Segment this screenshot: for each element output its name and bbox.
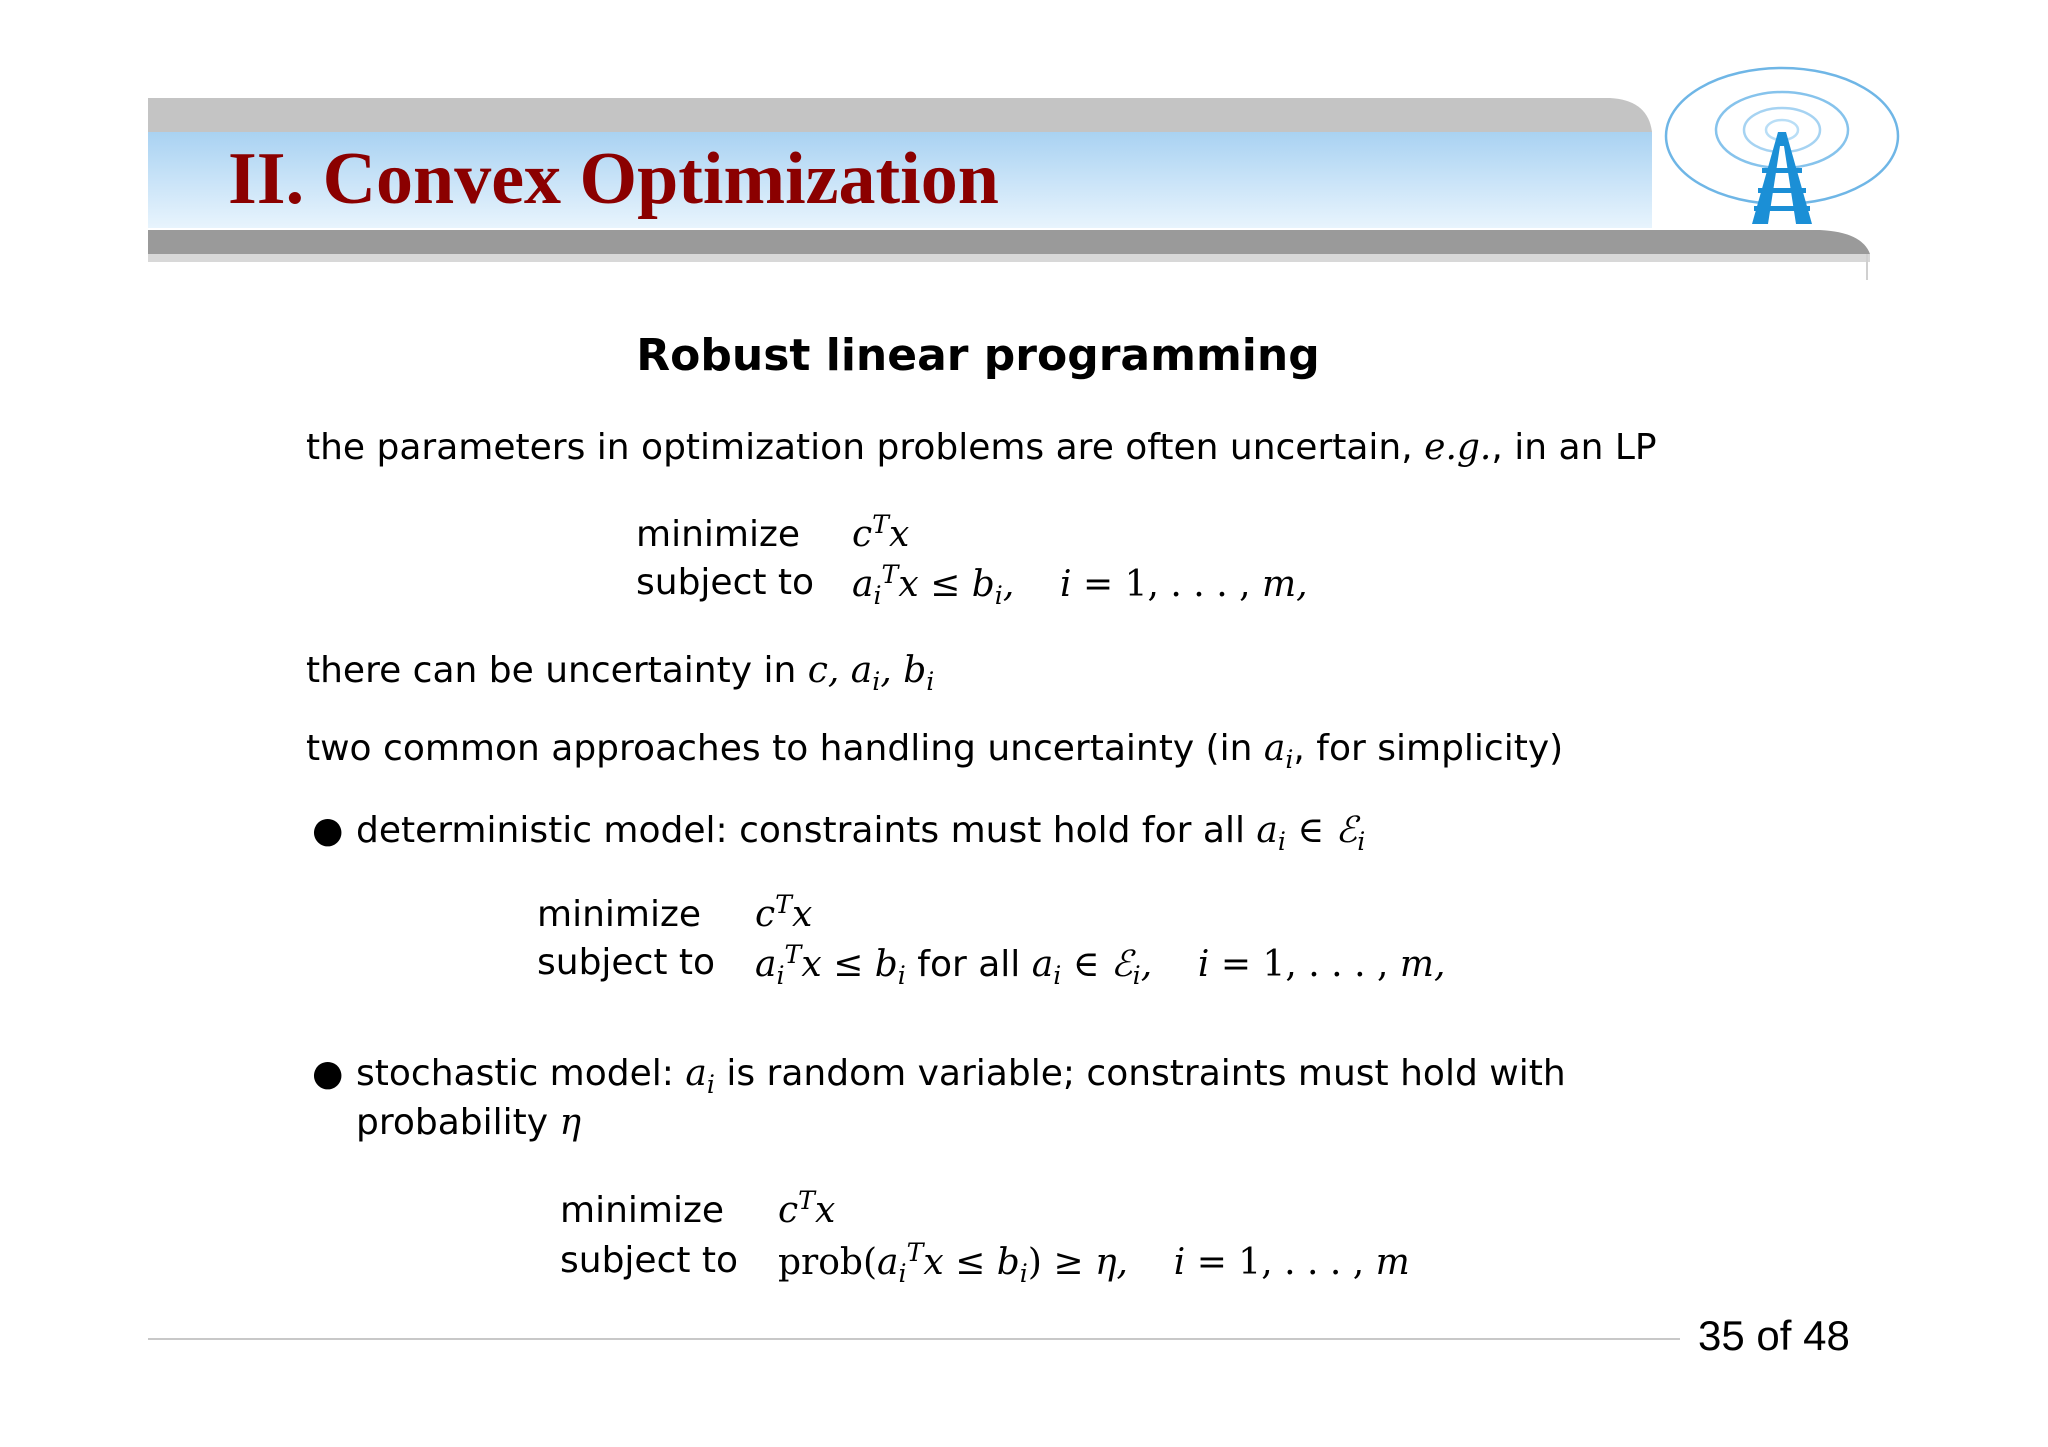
bullet-stochastic: ● stochastic model: $a_i$ is random variable; constraints must hold with bbox=[312, 1053, 1566, 1100]
bullet-deterministic: ● deterministic model: constraints must hold for all $a_i$ ∈ ℰ$_i$ bbox=[312, 810, 1366, 857]
bullet-dot: ● bbox=[312, 1053, 344, 1094]
page-number: 35 of 48 bbox=[1698, 1312, 1850, 1359]
lp1-minimize-row bbox=[636, 510, 910, 555]
intro-text: the parameters in optimization problems are often uncertain, e.g., in an LP bbox=[306, 427, 1657, 468]
uncertainty-text: there can be uncertainty in c, $a_i$, $b_i$ bbox=[306, 650, 935, 697]
lp2-objective: $c^Tx$ bbox=[755, 890, 813, 935]
lp3-subject-to-label: subject to bbox=[560, 1240, 739, 1281]
lp2-subject-to-row bbox=[537, 940, 1446, 991]
lp2-minimize-row bbox=[537, 890, 813, 935]
bullet-dot: ● bbox=[312, 810, 344, 851]
lp3-constraint: $prob(a_i^Tx \le b_i) \ge \eta$, i = 1, . . . , m bbox=[778, 1238, 1410, 1289]
lp3-objective: $c^Tx$ bbox=[778, 1186, 836, 1231]
footer-divider bbox=[148, 1338, 1680, 1340]
eg-abbrev: e.g. bbox=[1424, 427, 1492, 468]
lp1-subject-to-row bbox=[636, 560, 1308, 611]
lp3-minimize-row bbox=[560, 1186, 836, 1231]
lp2-constraint: $a_i^Tx \le b_i$ for all $a_i$ ∈ ℰ$_i$, i = 1, . . . , m, bbox=[755, 940, 1446, 991]
slide-title: II. Convex Optimization bbox=[228, 138, 999, 220]
lp1-constraint: $a_i^Tx \le b_i$, i = 1, . . . , m, bbox=[852, 560, 1308, 611]
lp1-minimize-label: minimize bbox=[636, 514, 801, 555]
antenna-tower-logo-icon bbox=[1660, 60, 1920, 240]
bullet-stochastic-cont: probability η bbox=[356, 1102, 582, 1143]
lp2-subject-to-label: subject to bbox=[537, 942, 716, 983]
lp1-subject-to-label: subject to bbox=[636, 562, 815, 603]
section-heading: Robust linear programming bbox=[636, 330, 1320, 381]
lp3-minimize-label: minimize bbox=[560, 1190, 725, 1231]
lp1-objective: $c^Tx$ bbox=[852, 510, 910, 555]
lp3-subject-to-row bbox=[560, 1238, 1410, 1289]
approaches-text: two common approaches to handling uncertainty (in $a_i$, for simplicity) bbox=[306, 728, 1564, 775]
lp2-minimize-label: minimize bbox=[537, 894, 702, 935]
